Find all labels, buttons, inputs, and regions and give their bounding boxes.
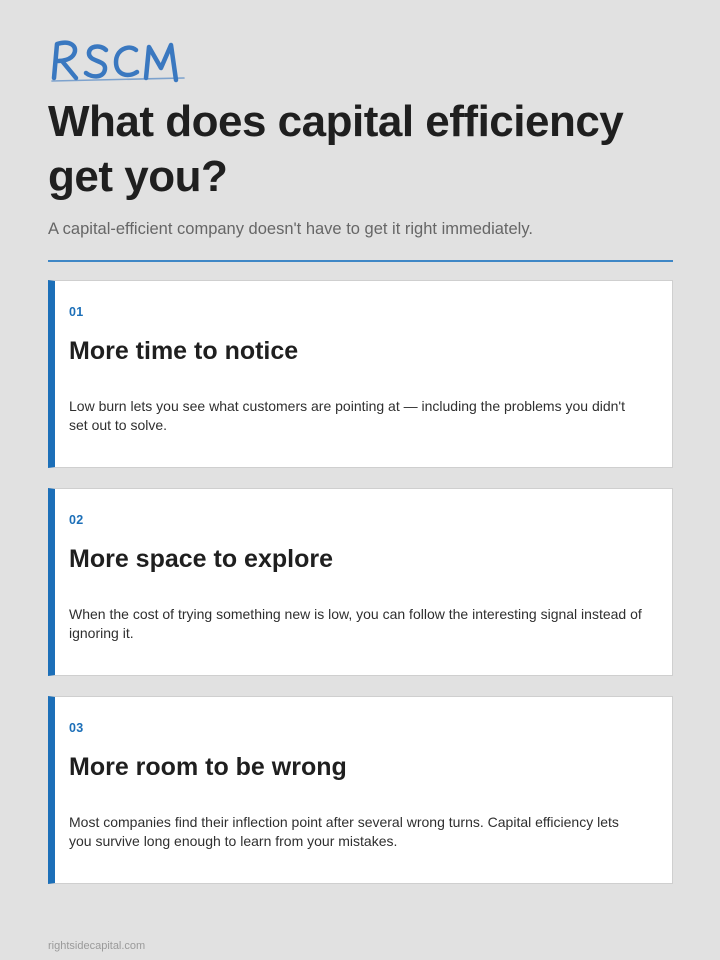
card-heading: More room to be wrong (69, 753, 347, 781)
card-more-room (48, 696, 673, 884)
divider (48, 260, 673, 262)
card-number: 01 (69, 305, 84, 319)
card-body: Most companies find their inflection point after several wrong turns. Capital efficiency lets you survive long enough to learn from your mistakes. (69, 814, 619, 849)
footer-url[interactable]: rightsidecapital.com (48, 940, 146, 952)
card-heading: More space to explore (69, 545, 333, 573)
card-body: When the cost of trying something new is low, you can follow the interesting signal instead of ignoring it. (69, 606, 642, 641)
card-number: 02 (69, 513, 84, 527)
card-more-space (48, 488, 673, 676)
page-title: What does capital efficiency get you? (48, 97, 624, 201)
page-subtitle: A capital-efficient company doesn't have to get it right immediately. (48, 220, 533, 238)
rscm-logo-mark (48, 34, 188, 86)
rscm-logo (48, 34, 188, 86)
card-body: Low burn lets you see what customers are pointing at — including the problems you didn't set out to solve. (69, 398, 625, 433)
card-more-time (48, 280, 673, 468)
card-number: 03 (69, 721, 84, 735)
card-heading: More time to notice (69, 337, 299, 365)
